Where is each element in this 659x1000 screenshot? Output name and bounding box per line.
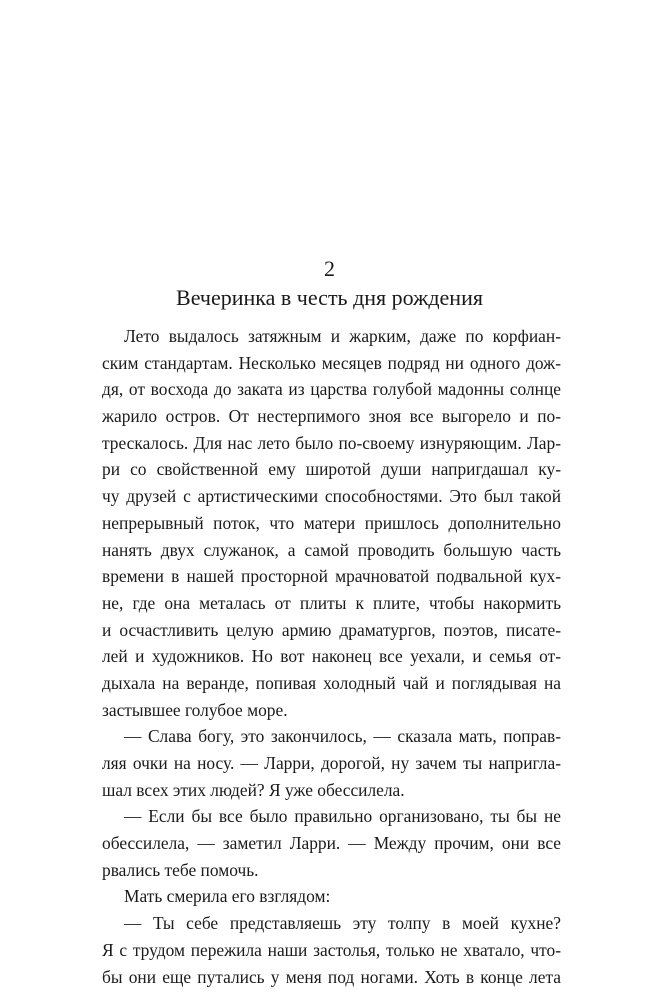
text-line: — Ты себе представляешь эту толпу в моей кухне? [124,913,561,934]
text-line: ляя очки на носу. — Ларри, дорогой, ну зачем ты напригла- [102,753,561,773]
text-line: — Если бы все было правильно организовано, ты бы не [124,806,561,827]
text-line: жарило остров. От нестерпимого зноя все выгорело и по- [102,406,561,427]
text-line: ским стандартам. Несколько месяцев подряд ни одного дож- [102,352,561,373]
chapter-number: 2 [324,256,335,281]
text-line: застывшее голубое море. [102,699,288,720]
text-line: Я с трудом пережила наши застолья, только не хватало, что- [102,939,561,960]
text-line: обессилела, — заметил Ларри. — Между прочим, они все [102,833,561,854]
text-line: — Слава богу, это закончилось, — сказала мать, поправ- [124,726,561,747]
text-line: рвались тебе помочь. [102,859,259,880]
text-line: нанять двух служанок, а самой проводить большую часть [102,539,561,560]
chapter-title: Вечеринка в честь дня рождения [176,285,483,310]
text-line: лей и художников. Но вот наконец все уехали, и семья от- [102,646,561,667]
text-line: непрерывный поток, что матери пришлось дополнительно [102,512,561,533]
text-line: времени в нашей просторной мрачноватой подвальной кух- [102,566,561,587]
text-line: не, где она металась от плиты к плите, чтобы накормить [102,592,561,613]
text-line: чу друзей с артистическими способностями. Это был такой [102,486,561,507]
text-line: шал всех этих людей? Я уже обессилела. [102,779,405,800]
text-line: дыхала на веранде, попивая холодный чай и поглядывая на [102,672,561,693]
text-line: Лето выдалось затяжным и жарким, даже по корфиан- [124,326,561,346]
text-line: и осчастливить целую армию драматургов, поэтов, писате- [102,619,561,640]
text-line: трескалось. Для нас лето было по-своему изнуряющим. Лар- [102,432,561,453]
text-line: Мать смерила его взглядом: [124,886,331,907]
text-line: дя, от восхода до заката из царства голубой мадонны солнце [102,379,561,400]
body-text [102,323,561,990]
text-line: ри со свойственной ему широтой души напригдашал ку- [102,459,561,480]
text-line: бы они еще путались у меня под ногами. Хоть в конце лета [102,966,561,987]
